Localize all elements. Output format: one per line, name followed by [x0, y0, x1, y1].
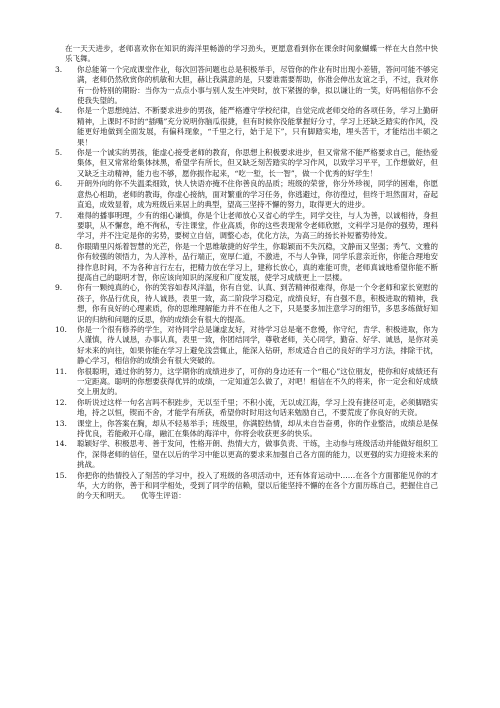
comment-list	[55, 65, 438, 502]
item-text: 你把你的热情投入了刻苦的学习中，投入了班级的各项活动中，还有体育运动中……在各个方面都能见你的才华，大方的你，善于和同学相处，受到了同学的信赖，望以后能坚持不懈的在各个方面历练自己，把握住自己的今天和明天。 优等生评语：	[77, 470, 438, 501]
comment-item	[55, 106, 438, 148]
comment-item	[55, 148, 438, 179]
comment-item	[55, 471, 438, 502]
item-text: 你总能第一个完成课堂作业，每次回答问题也总是积极举手，尽管你的作业有时出现小差错，答问可能不够完满，老师仍然欣赏你的机敏和大胆，赫让我满意的是，只要谁需要帮助，你准会伸出友谊之手，不过，我对你有一份特别的期盼：当你为一点点小事与别人发生冲突时，放下紧握的拳，拟以谦让的一笑，好吗相信你不会使我失望的。	[77, 64, 438, 106]
item-text: 开朗外向的你不失温柔细致，快人快语亦掩不住你善良的品质；班级的荣誉，你分外珍视，同学的困难，你愿意热心相助，老师的教诲，你虚心接纳，面对繁重的学习任务，你逃避过，你彷徨过，但终于坦然面对，奋起直追，成效显着，成为班级后来居上的典型，望高三坚持不懈的努力，取得更大的进步。	[77, 179, 438, 210]
comment-item	[55, 398, 438, 419]
item-text: 你眼睛里闪烁着智慧的光芒，你是一个思维敏捷的好学生，你聪颖而不失沉稳，文静而又坚强；秀气、文雅的你有较强的领悟力，为人淳朴，品行端正，宽厚仁道，不激进，不与人争锋，同学乐意亲近你，你能合理地安排作息时间，不为各种言行左右，把精力放在学习上，建称长放心，真的难能可贵，老师真诚地希望你能不断提高自己的聪明才智，你应该向知识的深度和广度发展，使学习成绩更上一层楼。	[77, 241, 438, 282]
comment-item	[55, 325, 438, 367]
comment-item	[55, 211, 438, 242]
item-text: 课堂上，你答案在胸，却从不轻易举手；班级里，你满腔热情，却从未自告奋勇，你的作业整洁，成绩总是保持优良，若能敞开心扉，融汇在集体的海洋中，你将会收获更多的快乐。	[77, 418, 438, 439]
item-text: 你有一颗纯真的心，你的笑容如春风洋温，你有自觉、认真、到苦精神很难得，你是一个令老师和家长宽慰的孩子，你品行优良，待人诚恳，表里一致，高二阶段学习稳定，成绩良好，有自强不息，积极进取的精神，我想，你有良好的心理素质，你的思维理解能力并不在他人之下，只是要多加注意学习的细节，多思多练做好知识的归纳和问题的反思，你的成绩会有很大的提高。	[77, 283, 438, 324]
item-number: 12.	[55, 397, 67, 407]
item-number: 3.	[55, 64, 63, 74]
comment-item	[55, 242, 438, 284]
item-number: 8.	[55, 241, 63, 251]
item-number: 10.	[55, 324, 67, 334]
item-text: 你听说过这样一句名言吗不积跬步，无以至千里；不积小流，无以成江海，学习上没有捷径可走，必须脚踏实地，持之以恒，锲而不舍，才能学有所获，希望你时时用这句话来勉励自己，不要荒废了你良好的天资。	[77, 397, 438, 418]
item-text: 聪颖好学、积极思考、善于发问，性格开朗、热情大方，做事负责、干练，主动参与班级活动并能做好组织工作，深得老师的信任，望在以后的学习中能以更高的要求来加强自己各方面的能力，以更强的实力迎接未来的挑战。	[77, 439, 438, 470]
comment-item	[55, 283, 438, 325]
intro-paragraph: 在一天天进步，老师喜欢你在知识的海洋里畅游的学习劲头，更愿意看到你在课余时间象蝴蝶一样在大自然中快乐飞舞。	[65, 44, 438, 64]
item-number: 9.	[55, 283, 63, 293]
comment-item	[55, 367, 438, 398]
item-text: 你很聪明，通过你的努力，这学期你的成绩进步了，可你的身边还有一个“粗心”这位朋友，使你和好成绩还有一定距离。聪明的你想要获得优异的成绩，一定知道怎么做了，对吧！相信在不久的将来，你一定会和好成绩交上朋友的。	[77, 366, 438, 397]
item-number: 14.	[55, 439, 67, 449]
comment-item	[55, 439, 438, 470]
item-text: 你是一个思想纯洁、不断要求进步的男孩，能严格遵守学校纪律，自觉完成老师交给的各项任务，学习上勤研精神，上课时不时的“插嘴”充分说明你脑瓜很捷，但有时候你没能掌握好分寸，学习上还缺乏踏实的作风，没能更好地做到全面发展，有偏科现象，“千里之行，始于足下”，只有脚踏实地，埋头苦干，才能结出丰硕之果！	[77, 106, 438, 147]
item-number: 11.	[55, 366, 67, 376]
item-number: 6.	[55, 179, 63, 189]
item-text: 你是一个诚实的男孩，能虚心接受老师的教育，你思想上积极要求进步，但又常常不能严格要求自己，能热爱集体，但又常常给集体抹黑，希望学有所长，但又缺乏刻苦踏实的学习作风，以致学习平平，工作想做好，但又缺乏主动精神，能力也不够，愿你振作起来，“吃一堑，长一智”，做一个优秀的好学生！	[77, 148, 438, 178]
item-number: 7.	[55, 210, 63, 220]
item-number: 13.	[55, 418, 67, 428]
comment-item	[55, 419, 438, 440]
item-text: 难得的播事明理，少有的细心谦慎，你是个让老师放心又省心的学生，同学交往，与人为善，以诚相待，身担要职，从不懈怠，绝不徇私，专注课堂，作业高质，你的这些表现常令老师欣慰，文科学习是你的强势，理科学习，并不注定是你的劣势，要树立自信，调整心态，优化方法，为高三的扬长补短蓄势待发。	[77, 210, 438, 241]
comment-item	[55, 179, 438, 210]
item-number: 5.	[55, 148, 63, 158]
item-number: 4.	[55, 106, 63, 116]
item-text: 你是一个很有修养的学生，对待同学总是谦虚友好，对待学习总是毫不怠慢，你守纪，肯学、积极进取，你为人谨慎，待人诚恳，办事认真，表里一致，你团结同学，尊敬老师，关心同学，勤奋、好学、诚恳，是你对美好未来的向往，如果你能在学习上避免浅尝辄止，能深入钻研，形成适合自己的良好的学习方法，排除干扰，静心学习，相信你的成绩会有很大突破的。	[77, 324, 438, 366]
item-number: 15.	[55, 470, 67, 480]
comment-item	[55, 65, 438, 107]
